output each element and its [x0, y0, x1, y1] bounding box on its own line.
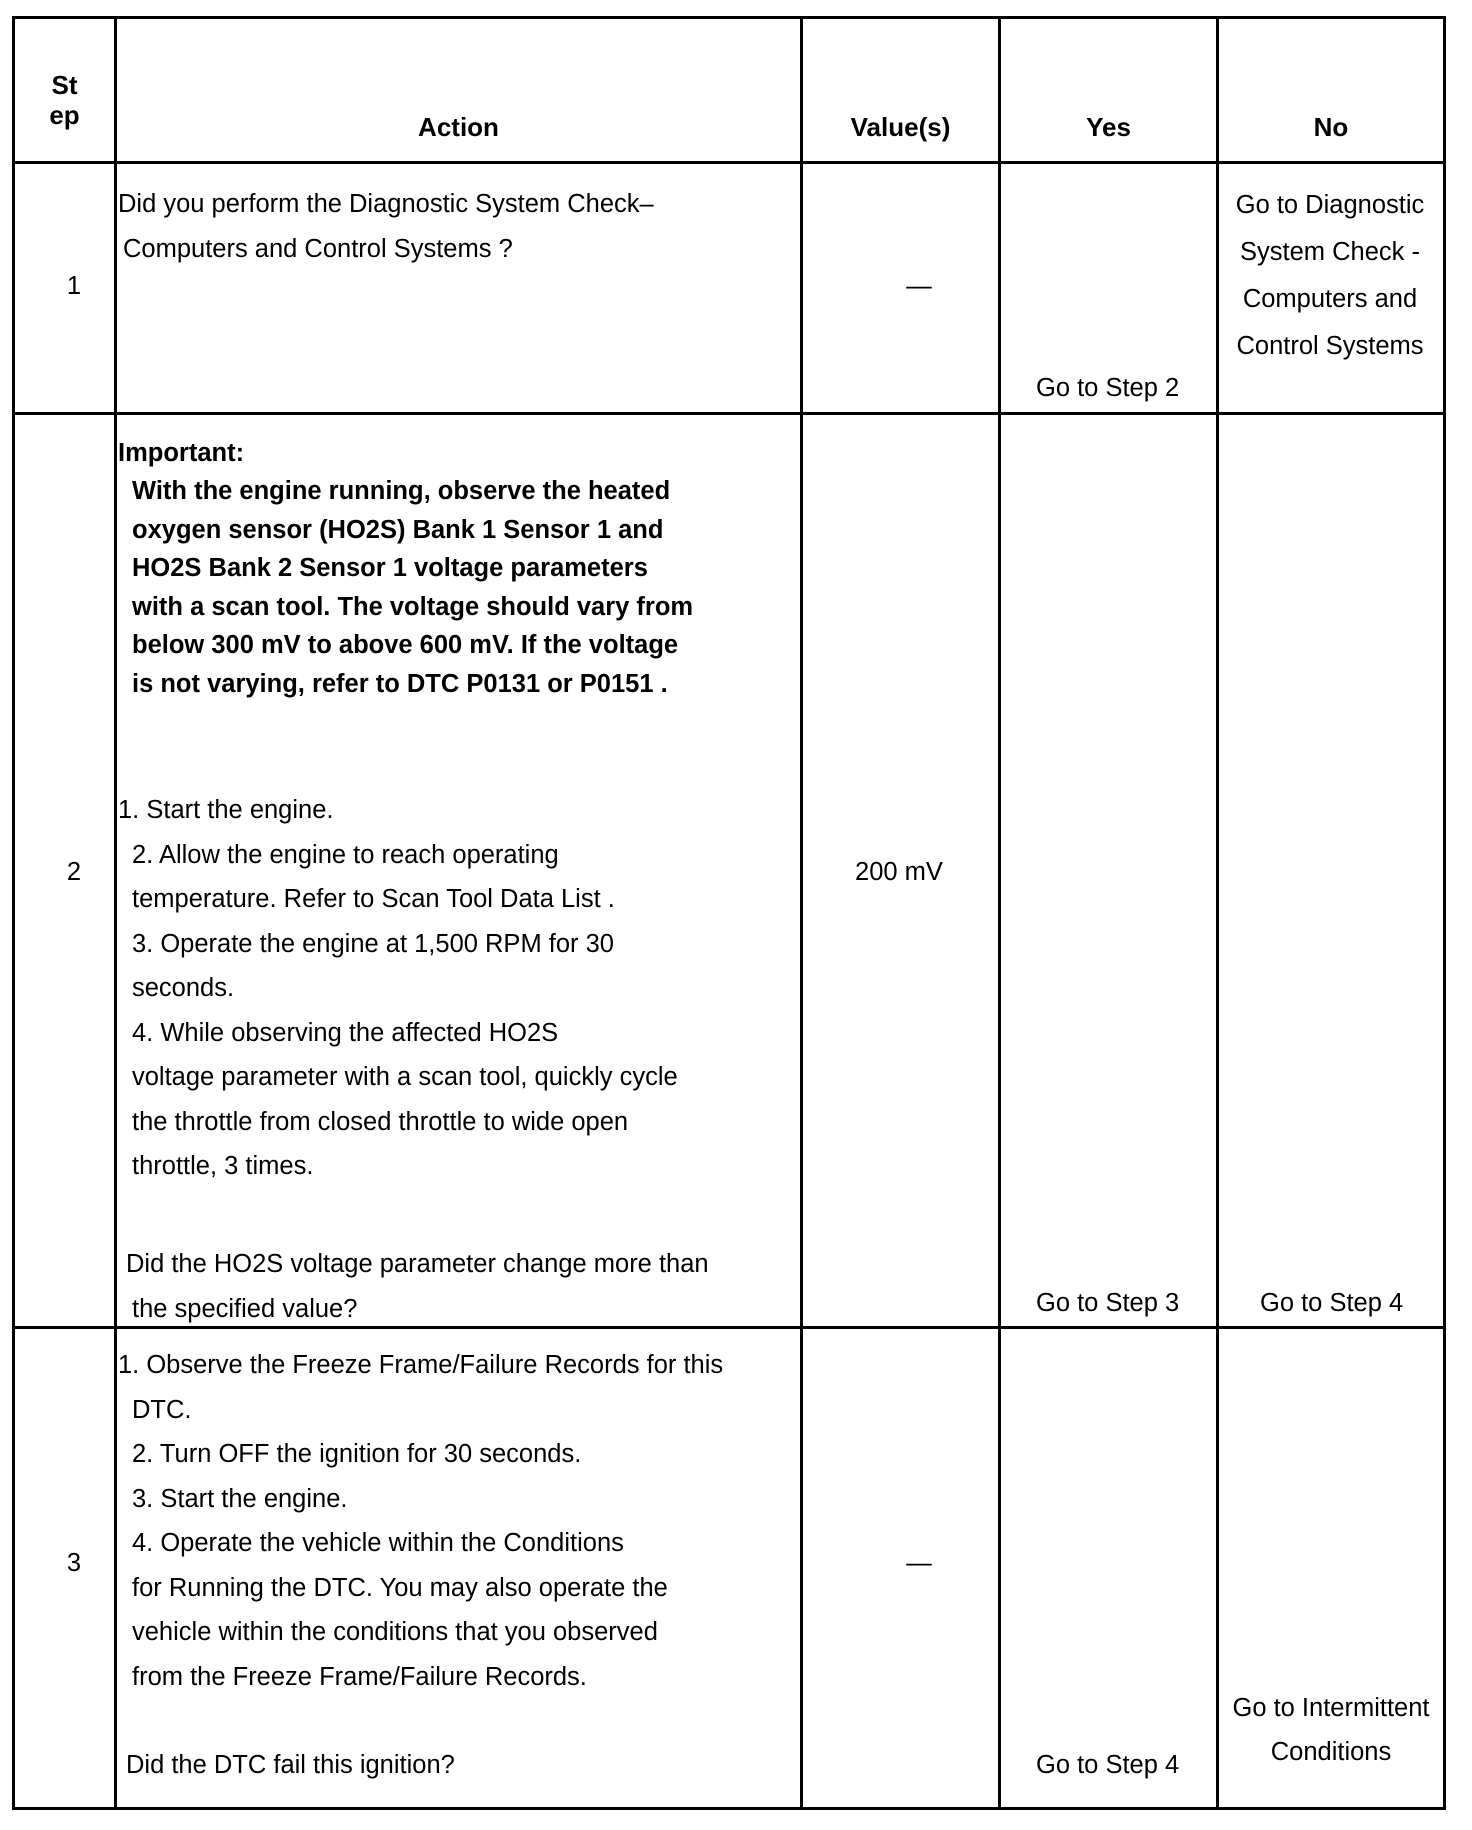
- column-divider: [998, 16, 1001, 1810]
- important-line: below 300 mV to above 600 mV. If the voltage: [132, 631, 679, 659]
- no-link[interactable]: [1218, 182, 1442, 370]
- procedure-line: temperature. Refer to Scan Tool Data List .: [132, 885, 615, 913]
- question-line: Did the HO2S voltage parameter change more than: [126, 1250, 709, 1278]
- important-line: with a scan tool. The voltage should vary from: [132, 592, 694, 621]
- header-step: [15, 70, 114, 130]
- procedure-steps: [118, 788, 678, 1189]
- diagnostic-table: [12, 16, 1446, 1810]
- procedure-steps: [118, 1343, 723, 1699]
- yes-link[interactable]: Go to Step 4: [1036, 1751, 1180, 1779]
- no-link[interactable]: Go to Step 4: [1260, 1289, 1404, 1317]
- yes-link[interactable]: Go to Step 2: [1036, 374, 1180, 402]
- table-border-left: [12, 16, 15, 1810]
- yes-link[interactable]: Go to Step 3: [1036, 1289, 1180, 1317]
- step-number: 1: [66, 272, 82, 300]
- no-line: Go to Intermittent: [1232, 1694, 1430, 1722]
- procedure-line: 1. Observe the Freeze Frame/Failure Records for this: [118, 1351, 724, 1379]
- procedure-line: 4. While observing the affected HO2S: [132, 1018, 559, 1047]
- header-action: Action: [418, 112, 499, 142]
- important-line: is not varying, refer to DTC P0131 or P0151 .: [132, 669, 668, 698]
- table-border-top: [12, 16, 1446, 19]
- important-line: HO2S Bank 2 Sensor 1 voltage parameters: [132, 554, 648, 582]
- row-divider: [12, 161, 1446, 164]
- column-divider: [114, 16, 117, 1810]
- header-no: No: [1313, 112, 1349, 142]
- procedure-line: 2. Turn OFF the ignition for 30 seconds.: [132, 1440, 582, 1468]
- important-line: oxygen sensor (HO2S) Bank 1 Sensor 1 and: [132, 515, 664, 544]
- table-border-bottom: [12, 1807, 1446, 1810]
- no-line: Go to Diagnostic: [1235, 191, 1425, 219]
- procedure-line: 3. Operate the engine at 1,500 RPM for 30: [132, 929, 614, 958]
- step-number: 3: [66, 1549, 82, 1577]
- no-line: Control Systems: [1236, 332, 1424, 360]
- header-step-line: ep: [49, 100, 80, 130]
- procedure-line: from the Freeze Frame/Failure Records.: [132, 1662, 587, 1691]
- action-line: Did you perform the Diagnostic System Check–: [118, 190, 654, 218]
- procedure-line: for Running the DTC. You may also operate the: [132, 1573, 668, 1602]
- procedure-line: vehicle within the conditions that you observed: [132, 1618, 658, 1646]
- procedure-line: 4. Operate the vehicle within the Conditions: [132, 1529, 624, 1557]
- procedure-line: the throttle from closed throttle to wide open: [132, 1107, 629, 1136]
- important-note: [132, 472, 693, 703]
- procedure-line: 3. Start the engine.: [132, 1484, 348, 1513]
- value-cell: —: [906, 272, 932, 300]
- value-cell: —: [906, 1549, 932, 1577]
- question-text: Did the DTC fail this ignition?: [126, 1751, 455, 1779]
- header-yes: Yes: [1086, 112, 1131, 142]
- value-cell: 200 mV: [855, 858, 943, 886]
- important-label: Important:: [118, 439, 245, 467]
- column-divider: [800, 16, 803, 1810]
- procedure-line: 1. Start the engine.: [118, 796, 334, 824]
- action-text: [118, 182, 654, 271]
- step-number: 2: [66, 858, 82, 886]
- no-line: Computers and: [1242, 285, 1418, 313]
- procedure-line: DTC.: [132, 1395, 192, 1424]
- no-line: Conditions: [1270, 1738, 1392, 1766]
- procedure-line: seconds.: [132, 974, 235, 1002]
- row-divider: [12, 412, 1446, 415]
- question-line: the specified value?: [132, 1294, 358, 1323]
- question-text: [126, 1242, 709, 1331]
- procedure-line: throttle, 3 times.: [132, 1152, 314, 1180]
- no-line: System Check -: [1240, 238, 1420, 266]
- header-step-line: St: [51, 70, 78, 100]
- procedure-line: voltage parameter with a scan tool, quickly cycle: [132, 1063, 678, 1091]
- header-values: Value(s): [850, 112, 951, 142]
- table-border-right: [1443, 16, 1446, 1810]
- important-line: With the engine running, observe the heated: [132, 477, 671, 505]
- procedure-line: 2. Allow the engine to reach operating: [132, 840, 559, 869]
- action-line: Computers and Control Systems ?: [123, 234, 513, 263]
- no-link[interactable]: [1218, 1686, 1444, 1774]
